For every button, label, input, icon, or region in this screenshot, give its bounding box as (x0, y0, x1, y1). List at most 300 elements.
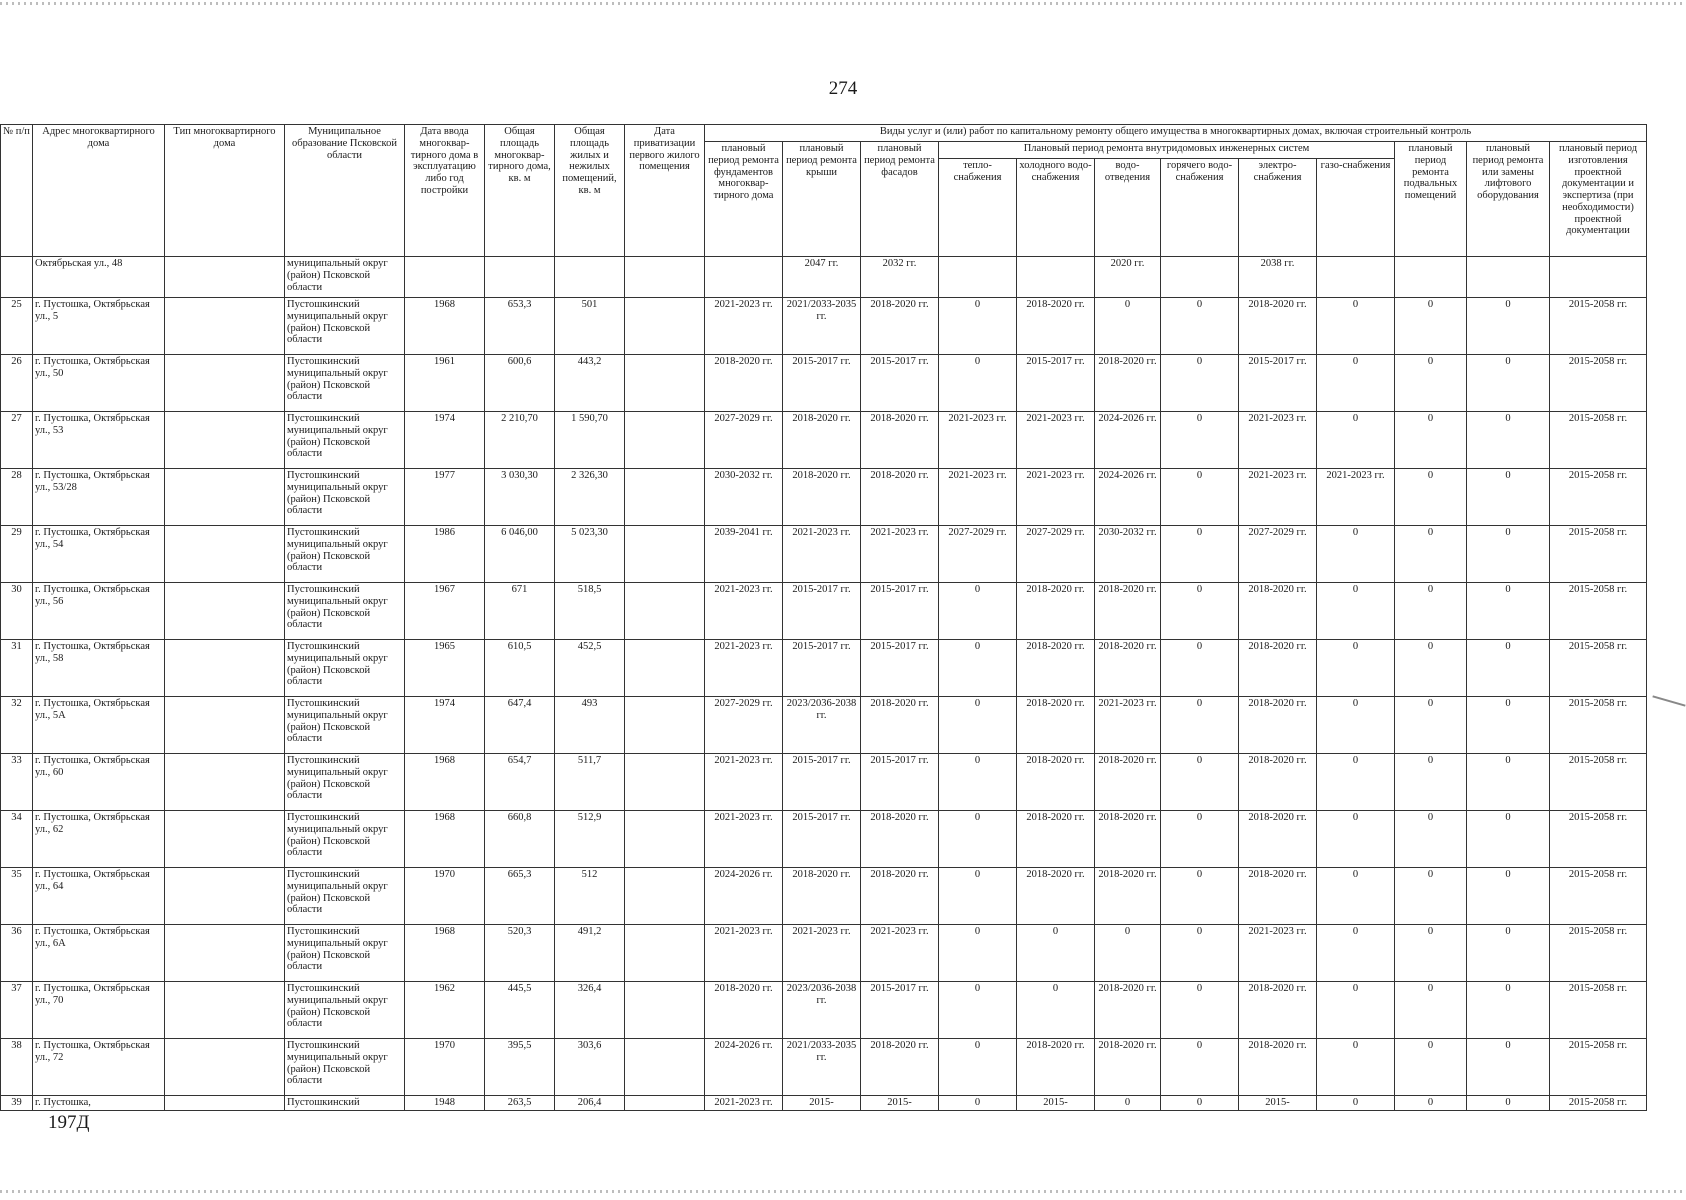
cell-gas: 0 (1317, 583, 1395, 640)
cell-num: 39 (1, 1096, 33, 1111)
cell-heating: 0 (939, 925, 1017, 982)
cell-num: 29 (1, 526, 33, 583)
cell-cold-water: 2018-2020 гг. (1017, 868, 1095, 925)
cell-year: 1968 (405, 925, 485, 982)
cell-roof: 2018-2020 гг. (783, 469, 861, 526)
cell-foundation: 2024-2026 гг. (705, 868, 783, 925)
table-row (1, 1039, 1647, 1096)
cell-living-area: 501 (555, 298, 625, 355)
cell-heating: 2027-2029 гг. (939, 526, 1017, 583)
cell-basement: 0 (1395, 982, 1467, 1039)
header-sewerage: водо-отведения (1095, 159, 1161, 257)
cell-facade: 2021-2023 гг. (861, 925, 939, 982)
cell-hot-water: 0 (1161, 412, 1239, 469)
cell-num: 37 (1, 982, 33, 1039)
cell-roof: 2015- (783, 1096, 861, 1111)
cell-gas: 0 (1317, 982, 1395, 1039)
cell-type (165, 640, 285, 697)
cell-living-area: 443,2 (555, 355, 625, 412)
cell-elevator: 0 (1467, 640, 1550, 697)
table-row (1, 640, 1647, 697)
cell-privatization (625, 526, 705, 583)
cell-sewerage: 2018-2020 гг. (1095, 583, 1161, 640)
cell-design-docs: 2015-2058 гг. (1550, 982, 1647, 1039)
cell-foundation: 2021-2023 гг. (705, 811, 783, 868)
cell-privatization (625, 412, 705, 469)
cell-facade: 2021-2023 гг. (861, 526, 939, 583)
cell-year: 1967 (405, 583, 485, 640)
cell-basement: 0 (1395, 697, 1467, 754)
header-address: Адрес многоквартирного дома (33, 125, 165, 257)
cell-total-area: 610,5 (485, 640, 555, 697)
cell-cold-water: 2018-2020 гг. (1017, 298, 1095, 355)
cell-living-area: 512,9 (555, 811, 625, 868)
cell-living-area: 1 590,70 (555, 412, 625, 469)
cell-num: 31 (1, 640, 33, 697)
header-privatization-date: Дата приватизации первого жилого помещения (625, 125, 705, 257)
cell-hot-water: 0 (1161, 298, 1239, 355)
cell-year: 1974 (405, 697, 485, 754)
cell-heating: 0 (939, 298, 1017, 355)
cell-elevator: 0 (1467, 982, 1550, 1039)
cell-num: 27 (1, 412, 33, 469)
cell-gas: 0 (1317, 1039, 1395, 1096)
cell-sewerage: 2018-2020 гг. (1095, 982, 1161, 1039)
cell-heating: 0 (939, 868, 1017, 925)
cell-total-area: 654,7 (485, 754, 555, 811)
cell-cold-water (1017, 257, 1095, 298)
table-row (1, 583, 1647, 640)
cell-elevator: 0 (1467, 868, 1550, 925)
cell-heating: 0 (939, 697, 1017, 754)
document-code: 197Д (48, 1112, 90, 1133)
cell-cold-water: 2018-2020 гг. (1017, 1039, 1095, 1096)
cell-address: г. Пустошка, Октябрьская ул., 62 (33, 811, 165, 868)
cell-facade: 2018-2020 гг. (861, 469, 939, 526)
cell-cold-water: 2015-2017 гг. (1017, 355, 1095, 412)
header-roof: плановый период ремонта крыши (783, 142, 861, 257)
header-num: № п/п (1, 125, 33, 257)
cell-foundation (705, 257, 783, 298)
cell-electricity: 2018-2020 гг. (1239, 868, 1317, 925)
cell-municipality: Пустошкинский муниципальный округ (район) Псковской области (285, 355, 405, 412)
cell-gas: 0 (1317, 640, 1395, 697)
header-total-area: Общая площадь многоквар-тирного дома, кв. м (485, 125, 555, 257)
cell-year (405, 257, 485, 298)
cell-electricity: 2018-2020 гг. (1239, 583, 1317, 640)
cell-elevator: 0 (1467, 925, 1550, 982)
cell-total-area: 2 210,70 (485, 412, 555, 469)
cell-facade: 2018-2020 гг. (861, 298, 939, 355)
cell-design-docs: 2015-2058 гг. (1550, 298, 1647, 355)
cell-living-area (555, 257, 625, 298)
cell-heating: 2021-2023 гг. (939, 469, 1017, 526)
cell-heating: 0 (939, 583, 1017, 640)
cell-num: 38 (1, 1039, 33, 1096)
table-row (1, 754, 1647, 811)
table-row-continued (1, 257, 1647, 298)
cell-facade: 2032 гг. (861, 257, 939, 298)
cell-hot-water: 0 (1161, 526, 1239, 583)
header-electricity: электро-снабжения (1239, 159, 1317, 257)
cell-facade: 2015-2017 гг. (861, 355, 939, 412)
header-elevator: плановый период ремонта или замены лифтового оборудования (1467, 142, 1550, 257)
table-row (1, 526, 1647, 583)
cell-elevator: 0 (1467, 412, 1550, 469)
cell-address: г. Пустошка, (33, 1096, 165, 1111)
capital-repair-table (0, 124, 1647, 1111)
cell-design-docs: 2015-2058 гг. (1550, 583, 1647, 640)
cell-heating (939, 257, 1017, 298)
cell-sewerage: 2018-2020 гг. (1095, 355, 1161, 412)
cell-gas: 2021-2023 гг. (1317, 469, 1395, 526)
cell-basement: 0 (1395, 298, 1467, 355)
cell-year: 1974 (405, 412, 485, 469)
cell-gas (1317, 257, 1395, 298)
cell-year: 1968 (405, 298, 485, 355)
cell-address: г. Пустошка, Октябрьская ул., 53 (33, 412, 165, 469)
cell-type (165, 982, 285, 1039)
cell-municipality: Пустошкинский муниципальный округ (район) Псковской области (285, 697, 405, 754)
cell-elevator: 0 (1467, 355, 1550, 412)
cell-living-area: 518,5 (555, 583, 625, 640)
cell-foundation: 2021-2023 гг. (705, 1096, 783, 1111)
cell-municipality: муниципальный округ (район) Псковской области (285, 257, 405, 298)
cell-address: г. Пустошка, Октябрьская ул., 64 (33, 868, 165, 925)
cell-hot-water: 0 (1161, 1096, 1239, 1111)
cell-heating: 0 (939, 754, 1017, 811)
cell-type (165, 257, 285, 298)
cell-electricity: 2015-2017 гг. (1239, 355, 1317, 412)
cell-hot-water: 0 (1161, 355, 1239, 412)
cell-municipality: Пустошкинский муниципальный округ (район) Псковской области (285, 298, 405, 355)
cell-address: г. Пустошка, Октябрьская ул., 6А (33, 925, 165, 982)
cell-electricity: 2018-2020 гг. (1239, 298, 1317, 355)
cell-facade: 2015-2017 гг. (861, 583, 939, 640)
cell-elevator: 0 (1467, 469, 1550, 526)
cell-municipality: Пустошкинский муниципальный округ (район) Псковской области (285, 925, 405, 982)
cell-year: 1970 (405, 1039, 485, 1096)
cell-elevator: 0 (1467, 1096, 1550, 1111)
cell-privatization (625, 868, 705, 925)
scan-edge-top (0, 2, 1686, 5)
cell-total-area: 520,3 (485, 925, 555, 982)
cell-gas: 0 (1317, 412, 1395, 469)
cell-basement: 0 (1395, 811, 1467, 868)
cell-basement: 0 (1395, 1039, 1467, 1096)
cell-sewerage: 0 (1095, 925, 1161, 982)
cell-basement (1395, 257, 1467, 298)
header-cold-water: холодного водо-снабжения (1017, 159, 1095, 257)
table-row (1, 298, 1647, 355)
cell-sewerage: 2018-2020 гг. (1095, 1039, 1161, 1096)
table-row (1, 868, 1647, 925)
cell-municipality: Пустошкинский муниципальный округ (район) Псковской области (285, 811, 405, 868)
cell-sewerage: 2021-2023 гг. (1095, 697, 1161, 754)
cell-living-area: 511,7 (555, 754, 625, 811)
cell-roof: 2015-2017 гг. (783, 754, 861, 811)
cell-living-area: 452,5 (555, 640, 625, 697)
header-gas: газо-снабжения (1317, 159, 1395, 257)
cell-cold-water: 2018-2020 гг. (1017, 640, 1095, 697)
cell-hot-water: 0 (1161, 469, 1239, 526)
cell-num: 32 (1, 697, 33, 754)
cell-elevator: 0 (1467, 526, 1550, 583)
table-row (1, 412, 1647, 469)
cell-cold-water: 2015- (1017, 1096, 1095, 1111)
cell-roof: 2023/2036-2038 гг. (783, 982, 861, 1039)
cell-num: 25 (1, 298, 33, 355)
cell-electricity: 2018-2020 гг. (1239, 697, 1317, 754)
cell-hot-water: 0 (1161, 640, 1239, 697)
cell-year: 1986 (405, 526, 485, 583)
cell-heating: 0 (939, 982, 1017, 1039)
cell-num: 26 (1, 355, 33, 412)
cell-hot-water: 0 (1161, 697, 1239, 754)
cell-facade: 2018-2020 гг. (861, 868, 939, 925)
cell-electricity: 2018-2020 гг. (1239, 1039, 1317, 1096)
cell-facade: 2015-2017 гг. (861, 982, 939, 1039)
cell-cold-water: 2018-2020 гг. (1017, 583, 1095, 640)
cell-cold-water: 2027-2029 гг. (1017, 526, 1095, 583)
cell-design-docs: 2015-2058 гг. (1550, 355, 1647, 412)
cell-type (165, 754, 285, 811)
cell-roof: 2023/2036-2038 гг. (783, 697, 861, 754)
table-row (1, 811, 1647, 868)
cell-cold-water: 0 (1017, 982, 1095, 1039)
cell-elevator: 0 (1467, 583, 1550, 640)
cell-basement: 0 (1395, 469, 1467, 526)
cell-type (165, 355, 285, 412)
cell-electricity: 2021-2023 гг. (1239, 469, 1317, 526)
header-facade: плановый период ремонта фасадов (861, 142, 939, 257)
cell-roof: 2018-2020 гг. (783, 412, 861, 469)
cell-elevator: 0 (1467, 811, 1550, 868)
cell-heating: 0 (939, 811, 1017, 868)
cell-heating: 2021-2023 гг. (939, 412, 1017, 469)
table-wrapper (0, 124, 1647, 1111)
cell-basement: 0 (1395, 925, 1467, 982)
header-heating: тепло-снабжения (939, 159, 1017, 257)
cell-design-docs (1550, 257, 1647, 298)
cell-year: 1977 (405, 469, 485, 526)
cell-total-area: 665,3 (485, 868, 555, 925)
header-row-1 (1, 125, 1647, 142)
table-body (1, 257, 1647, 1111)
cell-foundation: 2018-2020 гг. (705, 355, 783, 412)
cell-type (165, 526, 285, 583)
cell-roof: 2021-2023 гг. (783, 526, 861, 583)
cell-sewerage: 2018-2020 гг. (1095, 640, 1161, 697)
cell-living-area: 493 (555, 697, 625, 754)
cell-living-area: 491,2 (555, 925, 625, 982)
cell-foundation: 2021-2023 гг. (705, 298, 783, 355)
cell-num: 28 (1, 469, 33, 526)
cell-type (165, 298, 285, 355)
cell-address: г. Пустошка, Октябрьская ул., 50 (33, 355, 165, 412)
cell-num: 30 (1, 583, 33, 640)
cell-basement: 0 (1395, 583, 1467, 640)
cell-design-docs: 2015-2058 гг. (1550, 811, 1647, 868)
cell-sewerage: 2018-2020 гг. (1095, 754, 1161, 811)
cell-design-docs: 2015-2058 гг. (1550, 412, 1647, 469)
cell-heating: 0 (939, 355, 1017, 412)
cell-electricity: 2038 гг. (1239, 257, 1317, 298)
cell-total-area: 647,4 (485, 697, 555, 754)
scan-artifact-mark (1652, 695, 1685, 706)
cell-electricity: 2021-2023 гг. (1239, 412, 1317, 469)
header-hot-water: горячего водо-снабжения (1161, 159, 1239, 257)
cell-foundation: 2030-2032 гг. (705, 469, 783, 526)
cell-privatization (625, 257, 705, 298)
cell-year: 1968 (405, 754, 485, 811)
cell-electricity: 2018-2020 гг. (1239, 982, 1317, 1039)
cell-design-docs: 2015-2058 гг. (1550, 925, 1647, 982)
cell-total-area: 671 (485, 583, 555, 640)
cell-electricity: 2018-2020 гг. (1239, 754, 1317, 811)
cell-total-area (485, 257, 555, 298)
cell-num: 35 (1, 868, 33, 925)
cell-municipality: Пустошкинский (285, 1096, 405, 1111)
cell-municipality: Пустошкинский муниципальный округ (район) Псковской области (285, 526, 405, 583)
cell-living-area: 5 023,30 (555, 526, 625, 583)
cell-year: 1948 (405, 1096, 485, 1111)
cell-cold-water: 2021-2023 гг. (1017, 412, 1095, 469)
cell-total-area: 660,8 (485, 811, 555, 868)
cell-gas: 0 (1317, 697, 1395, 754)
cell-foundation: 2021-2023 гг. (705, 925, 783, 982)
cell-municipality: Пустошкинский муниципальный округ (район) Псковской области (285, 982, 405, 1039)
cell-heating: 0 (939, 1096, 1017, 1111)
page-number: 274 (828, 78, 858, 99)
cell-hot-water: 0 (1161, 982, 1239, 1039)
cell-gas: 0 (1317, 868, 1395, 925)
cell-type (165, 583, 285, 640)
cell-privatization (625, 640, 705, 697)
cell-total-area: 6 046,00 (485, 526, 555, 583)
cell-roof: 2015-2017 гг. (783, 355, 861, 412)
cell-cold-water: 2021-2023 гг. (1017, 469, 1095, 526)
cell-foundation: 2021-2023 гг. (705, 583, 783, 640)
cell-living-area: 303,6 (555, 1039, 625, 1096)
cell-total-area: 653,3 (485, 298, 555, 355)
cell-address: г. Пустошка, Октябрьская ул., 5А (33, 697, 165, 754)
cell-hot-water: 0 (1161, 583, 1239, 640)
cell-total-area: 3 030,30 (485, 469, 555, 526)
cell-address: г. Пустошка, Октябрьская ул., 53/28 (33, 469, 165, 526)
header-systems-group: Плановый период ремонта внутридомовых инженерных систем (939, 142, 1395, 159)
cell-hot-water: 0 (1161, 811, 1239, 868)
cell-facade: 2015-2017 гг. (861, 640, 939, 697)
cell-electricity: 2027-2029 гг. (1239, 526, 1317, 583)
cell-facade: 2015- (861, 1096, 939, 1111)
cell-hot-water (1161, 257, 1239, 298)
cell-sewerage: 2018-2020 гг. (1095, 811, 1161, 868)
cell-living-area: 2 326,30 (555, 469, 625, 526)
cell-num: 34 (1, 811, 33, 868)
cell-design-docs: 2015-2058 гг. (1550, 640, 1647, 697)
scan-edge-bottom (0, 1190, 1686, 1193)
cell-basement: 0 (1395, 640, 1467, 697)
cell-type (165, 868, 285, 925)
cell-design-docs: 2015-2058 гг. (1550, 868, 1647, 925)
cell-heating: 0 (939, 1039, 1017, 1096)
cell-address: г. Пустошка, Октябрьская ул., 58 (33, 640, 165, 697)
cell-roof: 2021/2033-2035 гг. (783, 298, 861, 355)
table-row (1, 469, 1647, 526)
cell-privatization (625, 1096, 705, 1111)
cell-foundation: 2039-2041 гг. (705, 526, 783, 583)
cell-type (165, 811, 285, 868)
cell-gas: 0 (1317, 355, 1395, 412)
cell-municipality: Пустошкинский муниципальный округ (район) Псковской области (285, 1039, 405, 1096)
table-row (1, 925, 1647, 982)
cell-facade: 2015-2017 гг. (861, 754, 939, 811)
cell-design-docs: 2015-2058 гг. (1550, 469, 1647, 526)
cell-electricity: 2021-2023 гг. (1239, 925, 1317, 982)
cell-type (165, 925, 285, 982)
cell-roof: 2021/2033-2035 гг. (783, 1039, 861, 1096)
cell-address: г. Пустошка, Октябрьская ул., 5 (33, 298, 165, 355)
cell-type (165, 1096, 285, 1111)
cell-basement: 0 (1395, 868, 1467, 925)
cell-electricity: 2015- (1239, 1096, 1317, 1111)
cell-privatization (625, 355, 705, 412)
header-type: Тип многоквартирного дома (165, 125, 285, 257)
cell-design-docs: 2015-2058 гг. (1550, 697, 1647, 754)
table-row (1, 982, 1647, 1039)
cell-elevator (1467, 257, 1550, 298)
cell-gas: 0 (1317, 754, 1395, 811)
cell-municipality: Пустошкинский муниципальный округ (район) Псковской области (285, 754, 405, 811)
header-foundation: плановый период ремонта фундаментов многоквар-тирного дома (705, 142, 783, 257)
cell-foundation: 2021-2023 гг. (705, 640, 783, 697)
cell-year: 1961 (405, 355, 485, 412)
cell-privatization (625, 298, 705, 355)
cell-privatization (625, 925, 705, 982)
cell-foundation: 2018-2020 гг. (705, 982, 783, 1039)
cell-sewerage: 2020 гг. (1095, 257, 1161, 298)
cell-num (1, 257, 33, 298)
cell-privatization (625, 697, 705, 754)
cell-municipality: Пустошкинский муниципальный округ (район) Псковской области (285, 469, 405, 526)
cell-year: 1970 (405, 868, 485, 925)
cell-year: 1965 (405, 640, 485, 697)
cell-privatization (625, 811, 705, 868)
cell-foundation: 2024-2026 гг. (705, 1039, 783, 1096)
cell-privatization (625, 1039, 705, 1096)
cell-cold-water: 0 (1017, 925, 1095, 982)
cell-roof: 2015-2017 гг. (783, 640, 861, 697)
cell-year: 1962 (405, 982, 485, 1039)
cell-gas: 0 (1317, 1096, 1395, 1111)
cell-facade: 2018-2020 гг. (861, 811, 939, 868)
cell-elevator: 0 (1467, 1039, 1550, 1096)
cell-facade: 2018-2020 гг. (861, 1039, 939, 1096)
table-row (1, 697, 1647, 754)
cell-roof: 2015-2017 гг. (783, 811, 861, 868)
cell-privatization (625, 982, 705, 1039)
cell-municipality: Пустошкинский муниципальный округ (район) Псковской области (285, 868, 405, 925)
cell-basement: 0 (1395, 754, 1467, 811)
cell-address: г. Пустошка, Октябрьская ул., 72 (33, 1039, 165, 1096)
cell-gas: 0 (1317, 526, 1395, 583)
cell-basement: 0 (1395, 355, 1467, 412)
cell-foundation: 2027-2029 гг. (705, 697, 783, 754)
cell-privatization (625, 469, 705, 526)
cell-elevator: 0 (1467, 298, 1550, 355)
cell-type (165, 412, 285, 469)
